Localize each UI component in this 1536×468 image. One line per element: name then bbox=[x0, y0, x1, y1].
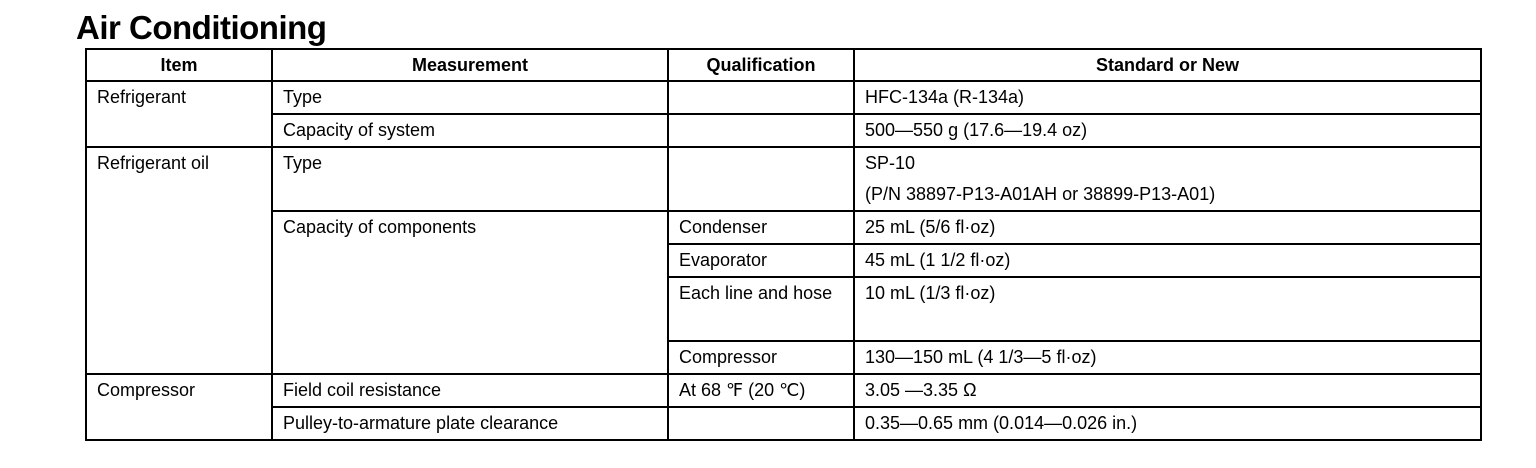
value-capacity-of-system: 500—550 g (17.6—19.4 oz) bbox=[854, 114, 1481, 147]
qualification-evaporator: Evaporator bbox=[668, 244, 854, 277]
table-row bbox=[86, 211, 1481, 244]
header-qualification: Qualification bbox=[668, 49, 854, 81]
value-refrigerant-type: HFC-134a (R-134a) bbox=[854, 81, 1481, 114]
value-field-coil-resistance: 3.05 —3.35 Ω bbox=[854, 374, 1481, 407]
page-title: Air Conditioning bbox=[76, 9, 327, 46]
qualification-compressor: Compressor bbox=[668, 341, 854, 374]
table-row bbox=[86, 81, 1481, 114]
value-oil-part-number: (P/N 38897-P13-A01AH or 38899-P13-A01) bbox=[865, 184, 1216, 204]
value-compressor-oil: 130—150 mL (4 1/3—5 fl·oz) bbox=[854, 341, 1481, 374]
specifications-table bbox=[85, 48, 1482, 441]
measurement-oil-type: Type bbox=[272, 147, 668, 211]
measurement-field-coil-resistance: Field coil resistance bbox=[272, 374, 668, 407]
value-pulley-clearance: 0.35—0.65 mm (0.014—0.026 in.) bbox=[854, 407, 1481, 440]
qualification-empty bbox=[668, 114, 854, 147]
table-row bbox=[86, 374, 1481, 407]
measurement-refrigerant-type: Type bbox=[272, 81, 668, 114]
measurement-capacity-of-system: Capacity of system bbox=[272, 114, 668, 147]
header-measurement: Measurement bbox=[272, 49, 668, 81]
item-refrigerant: Refrigerant bbox=[86, 81, 272, 147]
value-oil-type-name: SP-10 bbox=[865, 153, 916, 173]
table-row bbox=[86, 147, 1481, 211]
measurement-pulley-clearance: Pulley-to-armature plate clearance bbox=[272, 407, 668, 440]
table-row bbox=[86, 114, 1481, 147]
value-oil-type bbox=[854, 147, 1481, 211]
qualification-empty bbox=[668, 81, 854, 114]
header-item: Item bbox=[86, 49, 272, 81]
value-evaporator: 45 mL (1 1/2 fl·oz) bbox=[854, 244, 1481, 277]
qualification-temperature: At 68 ℉ (20 ℃) bbox=[668, 374, 854, 407]
table-header-row bbox=[86, 49, 1481, 81]
measurement-capacity-of-components: Capacity of components bbox=[272, 211, 668, 374]
qualification-each-line-and-hose: Each line and hose bbox=[668, 277, 854, 341]
qualification-empty bbox=[668, 147, 854, 211]
item-compressor: Compressor bbox=[86, 374, 272, 440]
header-standard: Standard or New bbox=[854, 49, 1481, 81]
value-condenser: 25 mL (5/6 fl·oz) bbox=[854, 211, 1481, 244]
value-each-line-and-hose: 10 mL (1/3 fl·oz) bbox=[854, 277, 1481, 341]
qualification-empty bbox=[668, 407, 854, 440]
table-row bbox=[86, 407, 1481, 440]
item-refrigerant-oil: Refrigerant oil bbox=[86, 147, 272, 374]
qualification-condenser: Condenser bbox=[668, 211, 854, 244]
